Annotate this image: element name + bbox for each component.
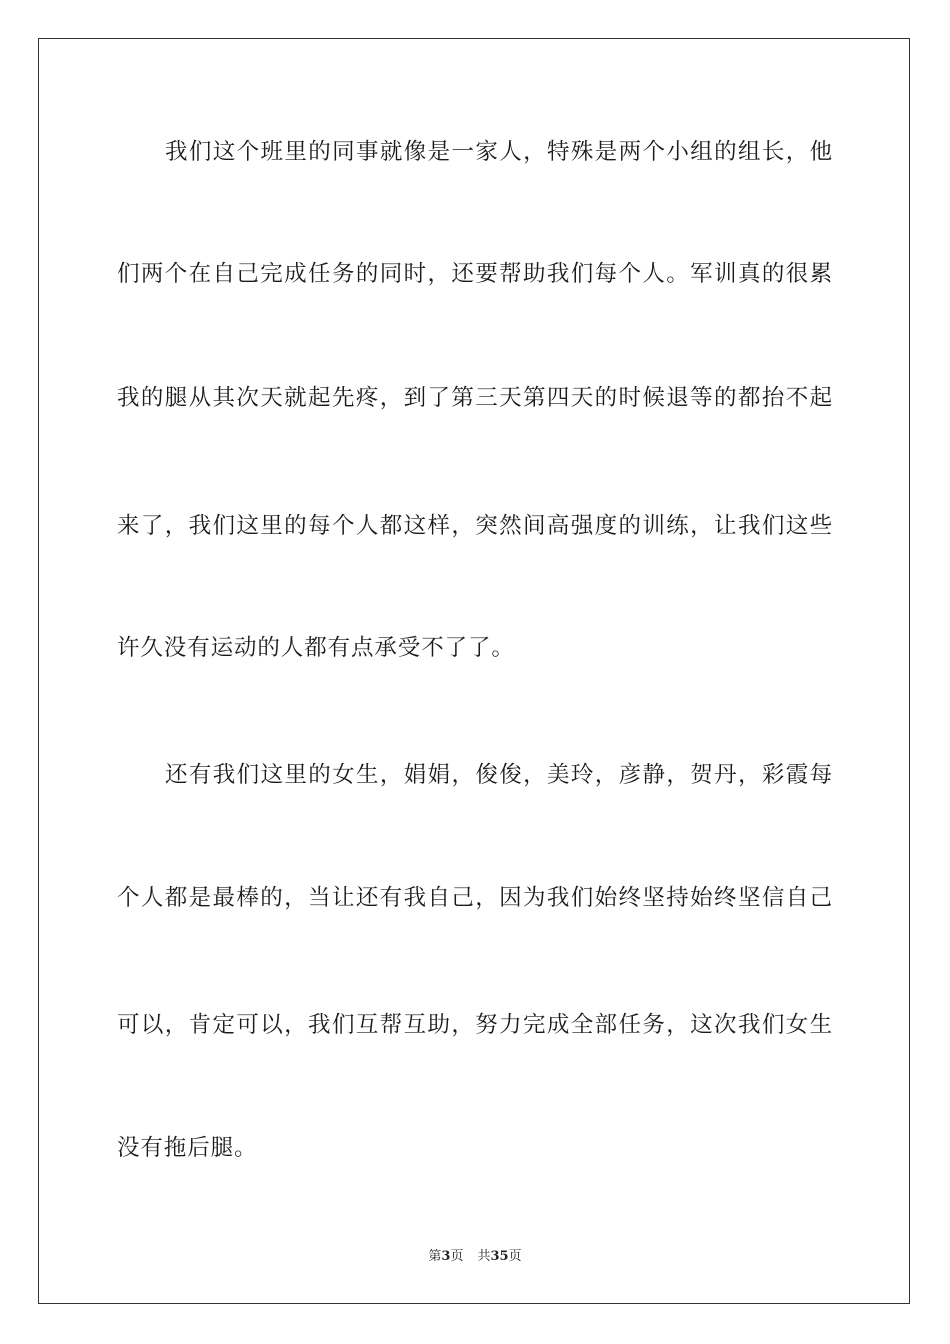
paragraph-1-line-4: 来了，我们这里的每个人都这样，突然间高强度的训练，让我们这些 bbox=[117, 513, 833, 539]
paragraph-1-line-5: 许久没有运动的人都有点承受不了了。 bbox=[117, 635, 515, 661]
total-pages: 35 bbox=[490, 1249, 509, 1264]
page-label-suffix: 页 bbox=[450, 1249, 464, 1264]
paragraph-2-line-4: 没有拖后腿。 bbox=[117, 1135, 258, 1161]
paragraph-2-line-1: 还有我们这里的女生，娟娟，俊俊，美玲，彦静，贺丹，彩霞每 bbox=[165, 762, 833, 788]
total-label-suffix: 页 bbox=[508, 1249, 522, 1264]
paragraph-1-line-2: 们两个在自己完成任务的同时，还要帮助我们每个人。军训真的很累 bbox=[117, 261, 833, 287]
page-label-prefix: 第 bbox=[428, 1249, 442, 1264]
page-number: 3 bbox=[441, 1249, 451, 1264]
paragraph-2-line-2: 个人都是最棒的，当让还有我自己，因为我们始终坚持始终坚信自己 bbox=[117, 885, 833, 911]
total-label-prefix: 共 bbox=[477, 1249, 491, 1264]
paragraph-1-line-1: 我们这个班里的同事就像是一家人，特殊是两个小组的组长，他 bbox=[165, 139, 833, 165]
paragraph-1-line-3: 我的腿从其次天就起先疼，到了第三天第四天的时候退等的都抬不起 bbox=[117, 385, 833, 411]
page-footer bbox=[0, 1248, 950, 1266]
page-border bbox=[38, 38, 910, 1304]
paragraph-2-line-3: 可以，肯定可以，我们互帮互助，努力完成全部任务，这次我们女生 bbox=[117, 1012, 833, 1038]
